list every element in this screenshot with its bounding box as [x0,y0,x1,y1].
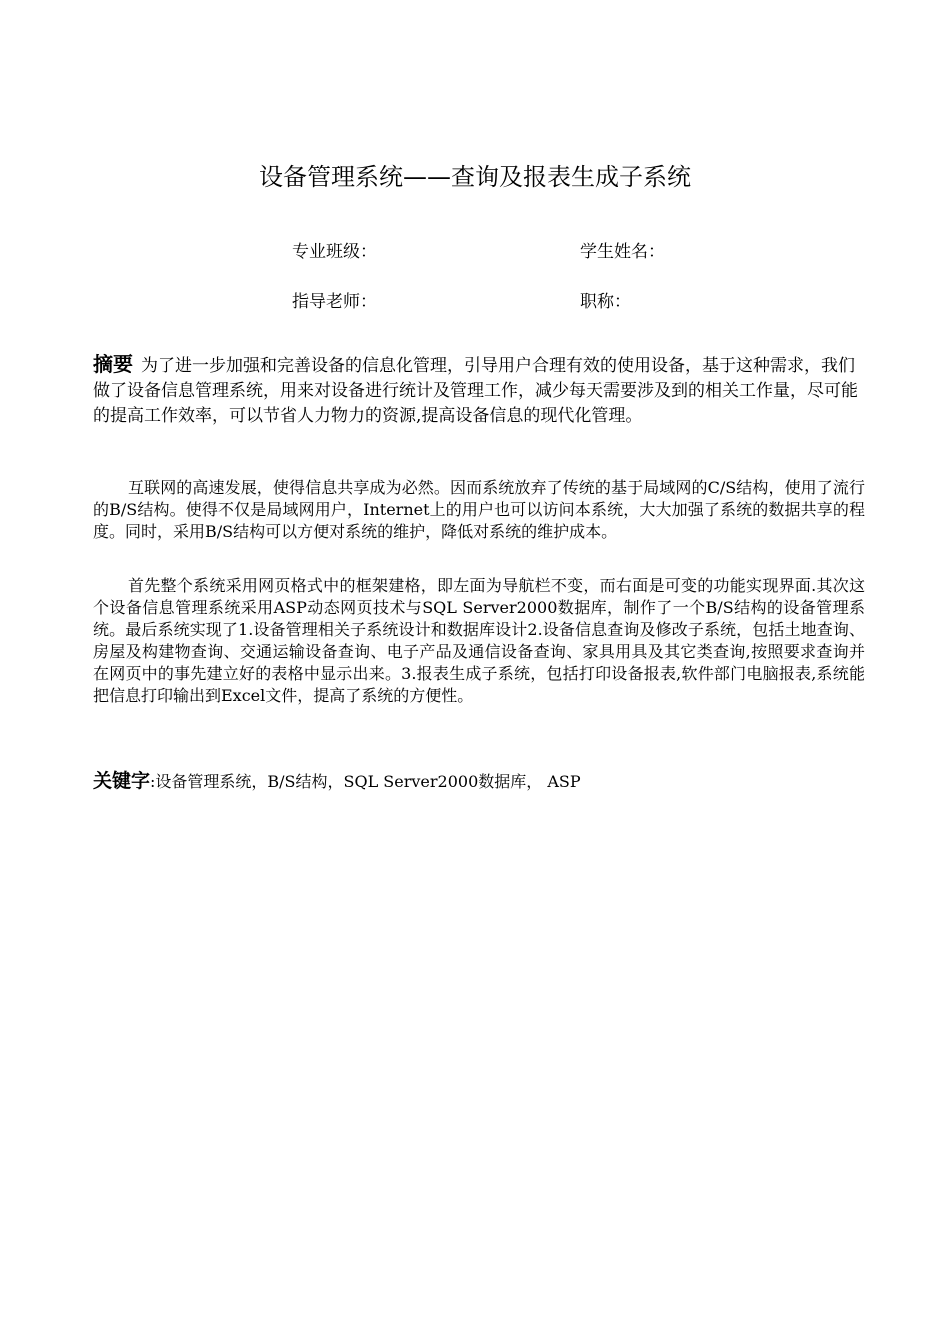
keywords-heading: 关键字 [93,770,151,792]
abstract-paragraph-1-text: 为了进一步加强和完善设备的信息化管理，引导用户合理有效的使用设备，基于这种需求，我们做了设备信息管理系统，用来对设备进行统计及管理工作，减少每天需要涉及到的相关工作量，尽可能的提高工作效率，可以节省人力物力的资源,提高设备信息的现代化管理。 [93,356,858,426]
abstract-heading: 摘要 [93,352,133,376]
document-title: 设备管理系统——查询及报表生成子系统 [259,163,691,191]
advisor-label: 指导老师： [292,292,377,312]
title-rank-label: 职称： [580,292,631,312]
keywords-line [93,768,865,795]
major-class-label: 专业班级： [292,242,377,262]
abstract-paragraph-3: 首先整个系统采用网页格式中的框架建格，即左面为导航栏不变，而右面是可变的功能实现界面.其次这个设备信息管理系统采用ASP动态网页技术与SQL Server2000数据库，制作了一个B/S结构的设备管理系统。最后系统实现了1.设备管理相关子系统设计和数据库设计2.设备信息查询及修改子系统，包括土地查询、房屋及构建物查询、交通运输设备查询、电子产品及通信设备查询、家具用具及其它类查询,按照要求查询并在网页中的事先建立好的表格中显示出来。3.报表生成子系统，包括打印设备报表,软件部门电脑报表,系统能把信息打印输出到Excel文件，提高了系统的方便性。 [93,576,865,705]
abstract-paragraph-2: 互联网的高速发展，使得信息共享成为必然。因而系统放弃了传统的基于局域网的C/S结构，使用了流行的B/S结构。使得不仅是局域网用户，Internet上的用户也可以访问本系统，大大加强了系统的数据共享的程度。同时，采用B/S结构可以方便对系统的维护，降低对系统的维护成本。 [93,478,865,541]
student-name-label: 学生姓名： [580,242,665,262]
keywords-text: :设备管理系统，B/S结构，SQL Server2000数据库， ASP [150,772,581,791]
abstract-paragraph-1 [93,352,865,429]
